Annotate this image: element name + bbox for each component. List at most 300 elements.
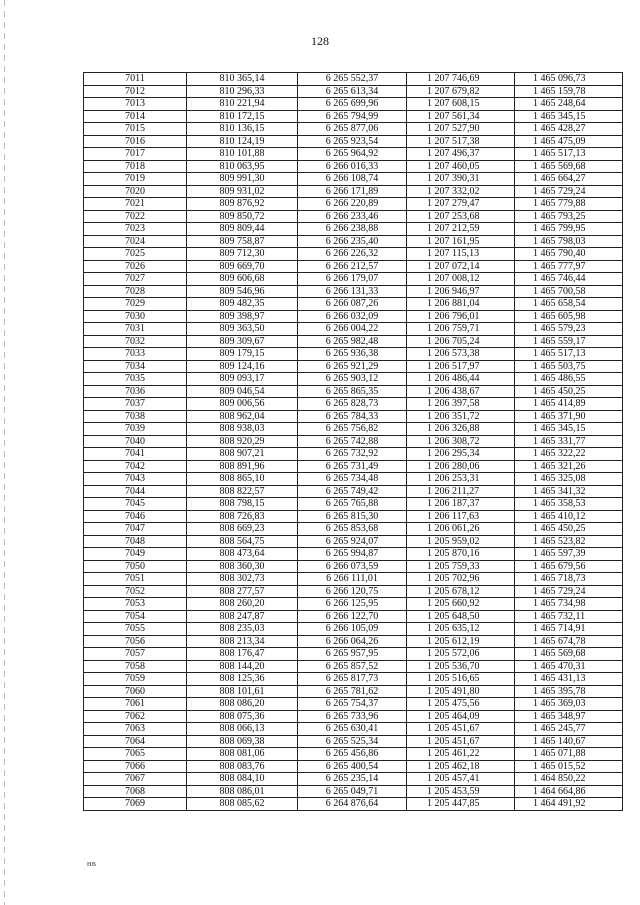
coordinate-cell: 1 465 450,25 [515,523,623,536]
coordinate-cell: 1 465 732,11 [515,610,623,623]
point-number-cell: 7036 [84,385,187,398]
coordinate-cell: 6 265 784,33 [298,410,407,423]
point-number-cell: 7014 [84,110,187,123]
coordinate-cell: 1 206 397,58 [407,398,515,411]
table-row [84,373,623,386]
coordinate-cell: 6 266 032,09 [298,310,407,323]
point-number-cell: 7035 [84,373,187,386]
coordinate-cell: 808 247,87 [187,610,298,623]
point-number-cell: 7061 [84,698,187,711]
table-row [84,248,623,261]
coordinate-cell: 6 266 226,32 [298,248,407,261]
coordinate-cell: 6 265 921,29 [298,360,407,373]
coordinate-cell: 6 266 073,59 [298,560,407,573]
coordinate-cell: 1 465 245,77 [515,723,623,736]
coordinate-cell: 1 465 345,15 [515,110,623,123]
coordinate-cell: 1 465 664,27 [515,173,623,186]
coordinate-cell: 809 991,30 [187,173,298,186]
coordinates-table [83,72,623,811]
coordinate-cell: 6 265 756,82 [298,423,407,436]
coordinate-cell: 1 206 187,37 [407,498,515,511]
coordinate-cell: 808 075,36 [187,710,298,723]
point-number-cell: 7040 [84,435,187,448]
point-number-cell: 7034 [84,360,187,373]
coordinate-cell: 6 266 111,01 [298,573,407,586]
point-number-cell: 7050 [84,560,187,573]
coordinate-cell: 6 265 924,07 [298,535,407,548]
coordinate-cell: 1 207 679,82 [407,85,515,98]
table-row [84,98,623,111]
point-number-cell: 7058 [84,660,187,673]
table-row [84,748,623,761]
coordinate-cell: 1 206 351,72 [407,410,515,423]
coordinate-cell: 1 205 464,09 [407,710,515,723]
coordinate-cell: 809 309,67 [187,335,298,348]
coordinate-cell: 810 296,33 [187,85,298,98]
table-row [84,348,623,361]
coordinate-cell: 1 207 212,59 [407,223,515,236]
coordinate-cell: 1 206 946,97 [407,285,515,298]
coordinate-cell: 808 938,03 [187,423,298,436]
table-row [84,73,623,86]
table-row [84,610,623,623]
coordinate-cell: 6 266 108,74 [298,173,407,186]
coordinate-cell: 1 465 410,12 [515,510,623,523]
coordinate-cell: 1 205 536,70 [407,660,515,673]
coordinate-cell: 809 758,87 [187,235,298,248]
coordinate-cell: 1 206 705,24 [407,335,515,348]
coordinate-cell: 809 179,15 [187,348,298,361]
coordinate-cell: 1 465 746,44 [515,273,623,286]
coordinate-cell: 6 266 087,26 [298,298,407,311]
point-number-cell: 7042 [84,460,187,473]
table-row [84,410,623,423]
coordinate-cell: 6 265 456,86 [298,748,407,761]
coordinate-cell: 1 206 759,71 [407,323,515,336]
coordinate-cell: 808 069,38 [187,735,298,748]
coordinate-cell: 1 465 605,98 [515,310,623,323]
coordinate-cell: 1 206 211,27 [407,485,515,498]
point-number-cell: 7031 [84,323,187,336]
table-row [84,660,623,673]
coordinate-cell: 6 265 400,54 [298,760,407,773]
point-number-cell: 7017 [84,148,187,161]
coordinate-cell: 808 277,57 [187,585,298,598]
coordinate-cell: 1 206 517,97 [407,360,515,373]
coordinate-cell: 1 207 561,34 [407,110,515,123]
coordinate-cell: 808 260,20 [187,598,298,611]
coordinate-cell: 6 265 903,12 [298,373,407,386]
coordinate-cell: 1 205 702,96 [407,573,515,586]
coordinate-cell: 1 465 734,98 [515,598,623,611]
coordinate-cell: 1 465 503,75 [515,360,623,373]
table-row [84,335,623,348]
coordinate-cell: 6 265 552,37 [298,73,407,86]
coordinate-cell: 6 265 049,71 [298,785,407,798]
point-number-cell: 7029 [84,298,187,311]
coordinate-cell: 808 920,29 [187,435,298,448]
coordinate-cell: 1 205 635,12 [407,623,515,636]
point-number-cell: 7049 [84,548,187,561]
coordinate-cell: 1 205 678,12 [407,585,515,598]
coordinate-cell: 1 207 008,12 [407,273,515,286]
coordinate-cell: 1 465 679,56 [515,560,623,573]
coordinate-cell: 1 206 295,34 [407,448,515,461]
coordinate-cell: 1 465 414,89 [515,398,623,411]
coordinate-cell: 6 265 815,30 [298,510,407,523]
coordinate-cell: 6 264 876,64 [298,798,407,811]
coordinate-cell: 1 207 115,13 [407,248,515,261]
coordinate-cell: 1 207 517,38 [407,135,515,148]
coordinate-cell: 1 465 450,25 [515,385,623,398]
table-row [84,635,623,648]
coordinate-cell: 1 465 358,53 [515,498,623,511]
table-row [84,735,623,748]
coordinate-cell: 1 465 369,03 [515,698,623,711]
table-row [84,123,623,136]
coordinate-cell: 1 465 475,09 [515,135,623,148]
point-number-cell: 7053 [84,598,187,611]
coordinate-cell: 808 822,57 [187,485,298,498]
coordinate-cell: 1 205 959,02 [407,535,515,548]
point-number-cell: 7019 [84,173,187,186]
coordinate-cell: 809 046,54 [187,385,298,398]
point-number-cell: 7064 [84,735,187,748]
coordinate-cell: 1 465 345,15 [515,423,623,436]
coordinate-cell: 6 265 235,14 [298,773,407,786]
point-number-cell: 7044 [84,485,187,498]
coordinate-cell: 808 235,03 [187,623,298,636]
table-row [84,698,623,711]
point-number-cell: 7011 [84,73,187,86]
coordinate-cell: 1 205 759,33 [407,560,515,573]
coordinate-cell: 808 081,06 [187,748,298,761]
coordinate-cell: 808 213,34 [187,635,298,648]
coordinate-cell: 1 205 648,50 [407,610,515,623]
coordinate-cell: 6 265 613,34 [298,85,407,98]
point-number-cell: 7021 [84,198,187,211]
coordinate-cell: 6 266 220,89 [298,198,407,211]
point-number-cell: 7015 [84,123,187,136]
point-number-cell: 7027 [84,273,187,286]
point-number-cell: 7016 [84,135,187,148]
coordinate-cell: 6 265 754,37 [298,698,407,711]
point-number-cell: 7024 [84,235,187,248]
point-number-cell: 7025 [84,248,187,261]
coordinate-cell: 1 465 325,08 [515,473,623,486]
coordinate-cell: 808 564,75 [187,535,298,548]
coordinate-cell: 1 207 072,14 [407,260,515,273]
table-row [84,160,623,173]
coordinate-cell: 1 207 332,02 [407,185,515,198]
point-number-cell: 7051 [84,573,187,586]
coordinate-cell: 6 266 212,57 [298,260,407,273]
coordinate-cell: 6 266 171,89 [298,185,407,198]
coordinate-cell: 6 265 857,52 [298,660,407,673]
coordinate-cell: 808 669,23 [187,523,298,536]
coordinate-cell: 1 465 729,24 [515,585,623,598]
coordinate-cell: 6 265 732,92 [298,448,407,461]
coordinate-cell: 1 205 462,18 [407,760,515,773]
coordinate-cell: 6 265 853,68 [298,523,407,536]
coordinate-cell: 1 205 612,19 [407,635,515,648]
coordinate-cell: 808 302,73 [187,573,298,586]
scan-edge [4,0,5,905]
point-number-cell: 7013 [84,98,187,111]
table-row [84,148,623,161]
table-row [84,510,623,523]
coordinate-cell: 1 206 796,01 [407,310,515,323]
coordinate-cell: 6 266 016,33 [298,160,407,173]
point-number-cell: 7022 [84,210,187,223]
coordinate-cell: 1 465 248,64 [515,98,623,111]
coordinate-cell: 1 465 579,23 [515,323,623,336]
coordinate-cell: 1 465 071,88 [515,748,623,761]
table-row [84,623,623,636]
point-number-cell: 7065 [84,748,187,761]
coordinate-cell: 809 809,44 [187,223,298,236]
coordinate-cell: 808 084,10 [187,773,298,786]
coordinate-cell: 6 265 765,88 [298,498,407,511]
table-row [84,573,623,586]
coordinate-cell: 810 365,14 [187,73,298,86]
coordinate-cell: 6 266 238,88 [298,223,407,236]
table-row [84,673,623,686]
coordinate-cell: 808 086,01 [187,785,298,798]
coordinate-cell: 6 265 742,88 [298,435,407,448]
table-row [84,423,623,436]
point-number-cell: 7067 [84,773,187,786]
coordinate-cell: 1 205 870,16 [407,548,515,561]
point-number-cell: 7054 [84,610,187,623]
coordinate-cell: 6 266 125,95 [298,598,407,611]
coordinate-cell: 808 473,64 [187,548,298,561]
table-row [84,110,623,123]
coordinate-cell: 808 176,47 [187,648,298,661]
coordinate-cell: 1 465 322,22 [515,448,623,461]
point-number-cell: 7046 [84,510,187,523]
coordinate-cell: 6 266 235,40 [298,235,407,248]
point-number-cell: 7028 [84,285,187,298]
table-row [84,485,623,498]
table-row [84,473,623,486]
coordinate-cell: 1 465 015,52 [515,760,623,773]
coordinate-cell: 6 266 004,22 [298,323,407,336]
coordinate-cell: 810 063,95 [187,160,298,173]
coordinate-cell: 1 207 161,95 [407,235,515,248]
coordinate-cell: 6 265 828,73 [298,398,407,411]
coordinate-cell: 1 465 799,95 [515,223,623,236]
point-number-cell: 7059 [84,673,187,686]
coordinate-cell: 810 124,19 [187,135,298,148]
coordinate-cell: 1 464 850,22 [515,773,623,786]
coordinate-cell: 1 205 660,92 [407,598,515,611]
coordinate-cell: 1 207 253,68 [407,210,515,223]
coordinate-cell: 6 265 982,48 [298,335,407,348]
table-row [84,560,623,573]
point-number-cell: 7018 [84,160,187,173]
coordinate-cell: 6 265 994,87 [298,548,407,561]
coordinate-cell: 6 266 105,09 [298,623,407,636]
point-number-cell: 7068 [84,785,187,798]
coordinate-cell: 1 465 793,25 [515,210,623,223]
table-row [84,448,623,461]
coordinate-cell: 809 398,97 [187,310,298,323]
coordinate-cell: 808 907,21 [187,448,298,461]
table-row [84,460,623,473]
coordinate-cell: 1 465 331,77 [515,435,623,448]
coordinate-cell: 1 465 486,55 [515,373,623,386]
table-row [84,285,623,298]
coordinate-cell: 1 206 253,31 [407,473,515,486]
point-number-cell: 7033 [84,348,187,361]
point-number-cell: 7063 [84,723,187,736]
point-number-cell: 7048 [84,535,187,548]
coordinate-cell: 808 962,04 [187,410,298,423]
table-row [84,260,623,273]
table-row [84,273,623,286]
coordinate-cell: 1 465 559,17 [515,335,623,348]
coordinate-cell: 1 205 461,22 [407,748,515,761]
footer-mark: НВ [87,862,97,868]
coordinate-cell: 6 266 179,07 [298,273,407,286]
coordinate-cell: 6 265 936,38 [298,348,407,361]
coordinate-cell: 6 265 964,92 [298,148,407,161]
coordinate-cell: 1 465 569,68 [515,648,623,661]
coordinate-cell: 809 712,30 [187,248,298,261]
coordinate-cell: 1 465 700,58 [515,285,623,298]
point-number-cell: 7045 [84,498,187,511]
point-number-cell: 7020 [84,185,187,198]
coordinate-cell: 6 265 699,96 [298,98,407,111]
coordinate-cell: 1 465 658,54 [515,298,623,311]
table-row [84,435,623,448]
coordinate-cell: 1 206 881,04 [407,298,515,311]
coordinate-cell: 1 465 159,78 [515,85,623,98]
coordinate-cell: 1 465 096,73 [515,73,623,86]
point-number-cell: 7057 [84,648,187,661]
coordinate-cell: 809 876,92 [187,198,298,211]
coordinate-cell: 6 265 749,42 [298,485,407,498]
coordinate-cell: 1 206 486,44 [407,373,515,386]
table-row [84,785,623,798]
table-row [84,323,623,336]
coordinate-cell: 808 798,15 [187,498,298,511]
coordinate-cell: 1 205 491,80 [407,685,515,698]
coordinate-cell: 1 465 790,40 [515,248,623,261]
coordinate-cell: 6 265 734,48 [298,473,407,486]
coordinate-cell: 6 265 957,95 [298,648,407,661]
coordinate-cell: 809 850,72 [187,210,298,223]
coordinate-cell: 809 669,70 [187,260,298,273]
coordinate-cell: 1 205 516,65 [407,673,515,686]
table-row [84,360,623,373]
point-number-cell: 7012 [84,85,187,98]
table-row [84,173,623,186]
coordinate-cell: 6 265 525,34 [298,735,407,748]
point-number-cell: 7056 [84,635,187,648]
coordinate-cell: 1 465 341,32 [515,485,623,498]
table-row [84,185,623,198]
coordinate-cell: 6 265 630,41 [298,723,407,736]
coordinate-cell: 1 465 428,27 [515,123,623,136]
table-row [84,535,623,548]
table-row [84,798,623,811]
coordinate-cell: 1 207 460,05 [407,160,515,173]
coordinate-cell: 1 465 798,03 [515,235,623,248]
coordinate-cell: 1 206 117,63 [407,510,515,523]
coordinate-cell: 6 266 122,70 [298,610,407,623]
table-row [84,85,623,98]
coordinate-cell: 1 206 326,88 [407,423,515,436]
coordinate-cell: 1 465 729,24 [515,185,623,198]
coordinate-cell: 1 205 457,41 [407,773,515,786]
table-row [84,685,623,698]
coordinate-cell: 1 207 746,69 [407,73,515,86]
point-number-cell: 7043 [84,473,187,486]
coordinate-cell: 1 207 279,47 [407,198,515,211]
point-number-cell: 7026 [84,260,187,273]
coordinate-cell: 808 066,13 [187,723,298,736]
coordinates-table-body [84,73,623,811]
table-row [84,710,623,723]
table-row [84,523,623,536]
coordinate-cell: 6 266 131,33 [298,285,407,298]
coordinate-cell: 1 206 438,67 [407,385,515,398]
coordinate-cell: 1 205 453,59 [407,785,515,798]
page-number: 128 [311,34,329,48]
point-number-cell: 7069 [84,798,187,811]
coordinate-cell: 6 265 733,96 [298,710,407,723]
coordinate-cell: 6 265 817,73 [298,673,407,686]
coordinate-cell: 1 464 664,86 [515,785,623,798]
coordinate-cell: 1 465 517,13 [515,148,623,161]
coordinate-cell: 1 205 451,67 [407,735,515,748]
table-row [84,548,623,561]
coordinate-cell: 6 265 877,06 [298,123,407,136]
coordinate-cell: 808 086,20 [187,698,298,711]
coordinate-cell: 1 205 475,56 [407,698,515,711]
coordinate-cell: 6 265 923,54 [298,135,407,148]
coordinate-cell: 1 207 527,90 [407,123,515,136]
coordinate-cell: 808 144,20 [187,660,298,673]
coordinate-cell: 808 125,36 [187,673,298,686]
coordinate-cell: 1 465 517,13 [515,348,623,361]
coordinate-cell: 808 865,10 [187,473,298,486]
coordinate-cell: 1 465 777,97 [515,260,623,273]
coordinate-cell: 6 265 865,35 [298,385,407,398]
point-number-cell: 7032 [84,335,187,348]
table-row [84,598,623,611]
table-row [84,723,623,736]
coordinate-cell: 809 363,50 [187,323,298,336]
coordinate-cell: 1 207 390,31 [407,173,515,186]
coordinate-cell: 1 206 308,72 [407,435,515,448]
coordinate-cell: 1 464 491,92 [515,798,623,811]
table-row [84,210,623,223]
coordinate-cell: 1 465 431,13 [515,673,623,686]
coordinate-cell: 1 465 569,68 [515,160,623,173]
coordinate-cell: 1 465 395,78 [515,685,623,698]
coordinate-cell: 6 265 731,49 [298,460,407,473]
coordinate-cell: 810 172,15 [187,110,298,123]
point-number-cell: 7062 [84,710,187,723]
table-row [84,498,623,511]
coordinate-cell: 808 083,76 [187,760,298,773]
coordinate-cell: 1 206 573,38 [407,348,515,361]
table-row [84,198,623,211]
coordinate-cell: 810 221,94 [187,98,298,111]
